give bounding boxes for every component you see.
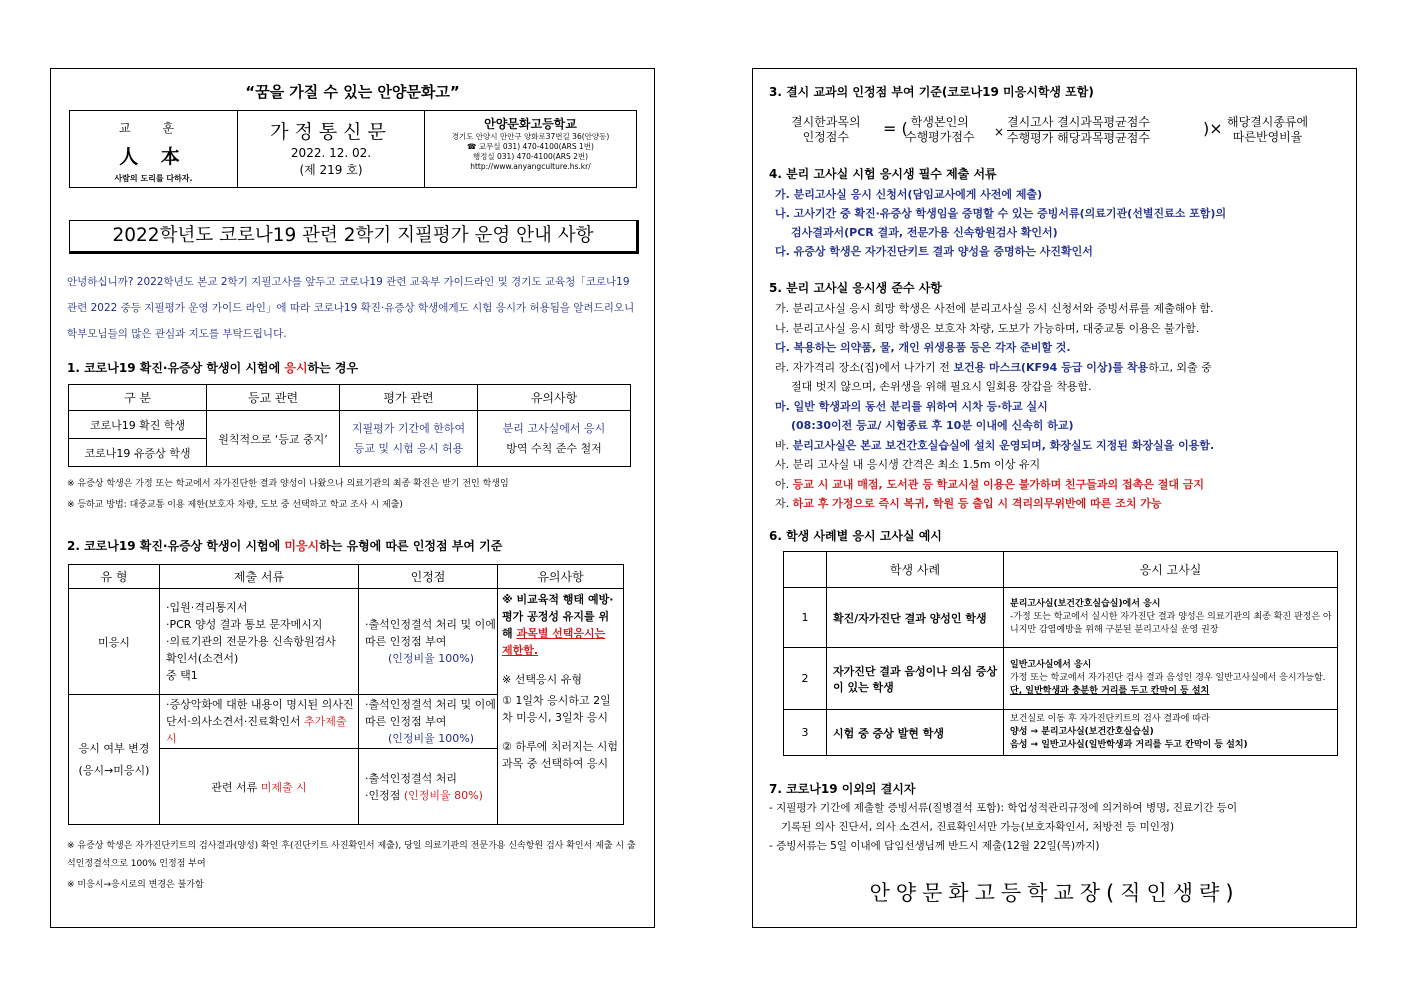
table-row bbox=[784, 648, 1338, 710]
table-cell: 3 bbox=[784, 710, 827, 756]
table-cell: 미응시 bbox=[69, 589, 160, 695]
document-title: 2022학년도 코로나19 관련 2학기 지필평가 운영 안내 사항 bbox=[69, 220, 639, 254]
newsletter-title: 가정통신문 bbox=[270, 121, 392, 143]
section-2-note-2: ※ 미응시→응시로의 변경은 불가함 bbox=[67, 880, 204, 890]
newsletter-header bbox=[69, 110, 637, 188]
table-cell: 코로나19 확진 학생 bbox=[69, 411, 207, 439]
section-1-note-2: ※ 등하교 방법: 대중교통 이용 제한(보호자 차량, 도보 중 선택하고 학교 조사 시 제출) bbox=[67, 500, 403, 510]
left-page bbox=[50, 68, 655, 928]
section-2-title: 2. 코로나19 확진·유증상 학생이 시험에 미응시하는 유형에 따른 인정점 부여 기준 bbox=[67, 539, 503, 553]
section-4-list bbox=[775, 185, 1226, 261]
table-cell: 1 bbox=[784, 588, 827, 648]
newsletter-issue: (제 219 호) bbox=[299, 163, 363, 177]
list-item: (08:30이전 등교/ 시험종료 후 10분 이내에 신속히 하교) bbox=[791, 419, 1074, 432]
list-item: 나. 분리고사실 응시 희망 학생은 보호자 차량, 도보가 가능하며, 대중교통 이용은 불가함. bbox=[775, 321, 1200, 335]
table-cell: ·입원·격리통지서 ·PCR 양성 결과 통보 문자메시지 ·의료기관의 전문가용 신속항원검사 확인서(소견서) 중 택1 bbox=[160, 589, 359, 695]
table-cell: 확진/자가진단 결과 양성인 학생 bbox=[827, 588, 1004, 648]
list-item: 자. 하교 후 가정으로 즉시 복귀, 학원 등 출입 시 격리의무위반에 따른 조치 가능 bbox=[775, 497, 1162, 510]
school-phone-1: ☎ 교무실 031) 470-4100(ARS 1번) bbox=[467, 142, 594, 151]
section-6-title: 6. 학생 사례별 응시 고사실 예시 bbox=[769, 529, 942, 543]
table-header: 인정점 bbox=[359, 565, 498, 589]
list-item: 검사결과서(PCR 결과, 전문가용 신속항원검사 확인서) bbox=[791, 226, 1058, 239]
principal-signature: 안양문화고등학교장(직인생략) bbox=[869, 881, 1240, 905]
school-url[interactable]: http://www.anyangculture.hs.kr/ bbox=[470, 162, 591, 171]
list-item: 가. 분리고사실 응시 신청서(담임교사에게 사전에 제출) bbox=[775, 188, 1043, 201]
formula-lhs: 결시한과목의 인정점수 bbox=[791, 115, 861, 144]
list-item: 아. 등교 시 교내 매점, 도서관 등 학교시설 이용은 불가하며 친구들과의 접촉은 절대 금지 bbox=[775, 477, 1205, 491]
formula-term-3: 해당결시종류에 따른반영비율 bbox=[1227, 115, 1309, 144]
school-name: 안양문화고등학교 bbox=[484, 117, 577, 131]
table-cell: 지필평가 기간에 한하여 등교 및 시험 응시 허용 bbox=[340, 411, 478, 467]
intro-paragraph: 안녕하십니까? 2022학년도 본교 2학기 지필고사를 앞두고 코로나19 관련 교육부 가이드라인 및 경기도 교육청「코로나19관련 2022 중등 지필평가 운영 가이드 라인」에 따라 코로나19 확진·유증상 학생에게도 시험 응시가 허용됨을 알려드리오니 학부모님들의 많은 관심과 지도를 부탁드립니다. bbox=[67, 276, 635, 340]
list-item: 다. 유증상 학생은 자가진단키트 결과 양성을 증명하는 사진확인서 bbox=[775, 245, 1093, 258]
table-cell: 분리 고사실에서 응시 방역 수칙 준수 철저 bbox=[478, 411, 631, 467]
section-3-title: 3. 결시 교과의 인정점 부여 기준(코로나19 미응시학생 포함) bbox=[769, 85, 1094, 99]
section-4-title: 4. 분리 고사실 시험 응시생 필수 제출 서류 bbox=[769, 167, 997, 181]
list-item: 바. 분리고사실은 본교 보건간호실습실에 설치 운영되며, 화장실도 지정된 화장실을 이용함. bbox=[775, 438, 1215, 452]
table-cell: ※ 비교육적 행태 예방·평가 공정성 유지를 위해 과목별 선택응시는 제한함. ※ 선택응시 유형 ① 1일차 응시하고 2일차 미응시, 3일차 응시 ② 하루에 치러지는 시험 과목 중 선택하여 응시 bbox=[498, 589, 624, 825]
section-2-table bbox=[68, 564, 624, 825]
motto-subtitle: 사람의 도리를 다하자. bbox=[114, 174, 193, 183]
section-5-title: 5. 분리 고사실 응시생 준수 사항 bbox=[769, 281, 942, 295]
table-cell: 관련 서류 미제출 시 bbox=[160, 749, 359, 825]
table-cell: ·출석인정결석 처리 및 이에 따른 인정점 부여 (인정비율 100%) bbox=[359, 695, 498, 749]
list-item: - 증빙서류는 5일 이내에 담임선생님께 반드시 제출(12월 22일(목)까지) bbox=[769, 840, 1100, 852]
section-5-list bbox=[775, 299, 1340, 514]
school-address: 경기도 안양시 만안구 양화로37번길 36(안양동) bbox=[451, 132, 610, 141]
list-item: 기록된 의사 진단서, 의사 소견서, 진료확인서만 가능(보호자확인서, 처방전 등 미인정) bbox=[781, 821, 1175, 833]
table-cell: 분리고사실(보건간호실습실)에서 응시 -가정 또는 학교에서 실시한 자가진단 결과 양성은 의료기관의 최종 확진 판정은 아니지만 감염예방을 위해 구분된 분리고사실 운영 권장 bbox=[1004, 588, 1338, 648]
motto-text: 人 本 bbox=[119, 146, 188, 168]
table-header: 평가 관련 bbox=[340, 385, 478, 411]
section-1-highlight: 응시 bbox=[284, 361, 308, 375]
score-formula: 결시한과목의 인정점수 = ( 학생본인의 수행평가점수 × 결시고사 결시과목평균점수 수행평가 해당과목평균점수 )× 해당결시종류에 따른반영비율 bbox=[791, 115, 1309, 145]
table-header: 유 형 bbox=[69, 565, 160, 589]
table-header: 응시 고사실 bbox=[1004, 552, 1338, 588]
table-cell: 자가진단 결과 음성이나 의심 증상이 있는 학생 bbox=[827, 648, 1004, 710]
list-item: 라. 자가격리 장소(집)에서 나가기 전 보건용 마스크(KF94 등급 이상)를 착용하고, 외출 중 bbox=[775, 360, 1212, 374]
table-cell: ·출석인정결석 처리 ·인정점 (인정비율 80%) bbox=[359, 749, 498, 825]
section-2-note-1: ※ 유증상 학생은 자가진단키트의 검사결과(양성) 확인 후(진단키트 사진확인서 제출), 당일 의료기관의 전문가용 신속항원 검사 확인서 제출 시 출석인정결석으로 100% 인정점 부여 bbox=[67, 841, 636, 869]
formula-term-1: 학생본인의 수행평가점수 bbox=[905, 115, 975, 144]
section-2-highlight: 미응시 bbox=[284, 539, 320, 553]
newsletter-date: 2022. 12. 02. bbox=[290, 146, 372, 160]
table-cell: 응시 여부 변경 (응시→미응시) bbox=[69, 695, 160, 825]
motto-label: 교 훈 bbox=[119, 121, 188, 135]
school-contact-cell bbox=[425, 111, 636, 187]
table-cell: 2 bbox=[784, 648, 827, 710]
table-header bbox=[784, 552, 827, 588]
table-row bbox=[784, 710, 1338, 756]
list-item: 다. 복용하는 의약품, 물, 개인 위생용품 등은 각자 준비할 것. bbox=[775, 341, 1071, 354]
section-1-table bbox=[68, 384, 631, 467]
table-cell: 코로나19 유증상 학생 bbox=[69, 439, 207, 467]
table-cell: 보건실로 이동 후 자가진단키트의 검사 결과에 따라 양성 → 분리고사실(보건간호실습실) 음성 → 일반고사실(일반학생과 거리를 두고 칸막이 등 설치) bbox=[1004, 710, 1338, 756]
list-item: 마. 일반 학생과의 동선 분리를 위하여 시차 등·하교 실시 bbox=[775, 399, 1048, 413]
table-header: 등교 관련 bbox=[207, 385, 340, 411]
list-item: 나. 고사기간 중 확진·유증상 학생임을 증명할 수 있는 증빙서류(의료기관(선별진료소 포함)의 bbox=[775, 207, 1227, 220]
section-1-title: 1. 코로나19 확진·유증상 학생이 시험에 응시하는 경우 bbox=[67, 361, 359, 375]
list-item: - 지필평가 기간에 제출할 증빙서류(질병결석 포함): 학업성적관리규정에 의거하여 병명, 진료기간 등이 bbox=[769, 802, 1238, 814]
table-header: 구 분 bbox=[69, 385, 207, 411]
formula-term-2: 결시고사 결시과목평균점수 수행평가 해당과목평균점수 bbox=[1007, 115, 1150, 145]
table-header: 유의사항 bbox=[478, 385, 631, 411]
section-1-note-1: ※ 유증상 학생은 가정 또는 학교에서 자가진단한 결과 양성이 나왔으나 의료기관의 최종 확진은 받기 전인 학생임 bbox=[67, 479, 509, 489]
school-motto-cell bbox=[70, 111, 238, 187]
table-row bbox=[784, 588, 1338, 648]
table-cell: 일반고사실에서 응시 가정 또는 학교에서 자가진단 검사 결과 음성인 경우 일반고사실에서 응시가능함. 단, 일반학생과 충분한 거리를 두고 칸막이 등 설치 bbox=[1004, 648, 1338, 710]
table-header: 유의사항 bbox=[498, 565, 624, 589]
section-7-title: 7. 코로나19 이외의 결시자 bbox=[769, 782, 916, 796]
school-phone-2: 행정실 031) 470-4100(ARS 2번) bbox=[472, 152, 589, 161]
list-item: 사. 분리 고사실 내 응시생 간격은 최소 1.5m 이상 유지 bbox=[775, 458, 1041, 471]
table-cell: 원칙적으로 ‘등교 중지’ bbox=[207, 411, 340, 467]
section-7-list bbox=[769, 799, 1344, 856]
school-slogan: “꿈을 가질 수 있는 안양문화고” bbox=[245, 83, 460, 101]
table-header: 학생 사례 bbox=[827, 552, 1004, 588]
table-cell: ·출석인정결석 처리 및 이에 따른 인정점 부여 (인정비율 100%) bbox=[359, 589, 498, 695]
list-item: 가. 분리고사실 응시 희망 학생은 사전에 분리고사실 응시 신청서와 증빙서류를 제출해야 함. bbox=[775, 302, 1214, 315]
table-header: 제출 서류 bbox=[160, 565, 359, 589]
right-page bbox=[752, 68, 1357, 928]
table-cell: 시험 중 증상 발현 학생 bbox=[827, 710, 1004, 756]
table-cell: ·증상악화에 대한 내용이 명시된 의사진단서·의사소견서·진료확인서 추가제출 시 bbox=[160, 695, 359, 749]
list-item: 절대 벗지 않으며, 손위생을 위해 필요시 일회용 장갑을 착용함. bbox=[791, 380, 1092, 393]
section-6-table bbox=[783, 551, 1338, 756]
newsletter-info-cell bbox=[238, 111, 425, 187]
